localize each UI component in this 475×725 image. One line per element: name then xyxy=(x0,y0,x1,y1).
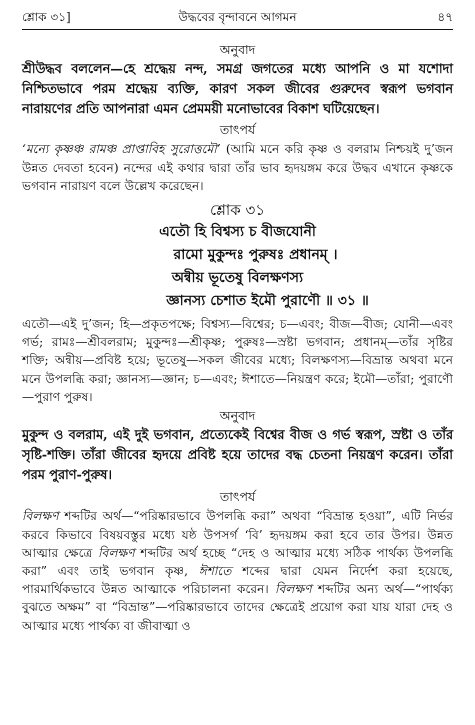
verse-line: রামো মুকুন্দঃ পুরুষঃ প্রধানম্ । xyxy=(173,247,338,263)
purport-paragraph xyxy=(22,140,453,195)
translation-heading: অনুবাদ xyxy=(219,408,256,424)
verse-block xyxy=(22,221,453,313)
term-italic: বিলক্ষণ xyxy=(98,545,135,560)
synonyms-text: এতৌ—এই দু’জন; হি—প্রকৃতপক্ষে; বিশ্বস্য—বিশ্বের; চ—এবং; বীজ—বীজ; যোনী—এবং গর্ভ; রামঃ—শ্রীবলরাম; মুকুন্দঃ—শ্রীকৃষ্ণ; পুরুষঃ—স্রষ্টা ভগবান; প্রধানম্—তাঁর সৃষ্টির শক্তি; অন্বীয়—প্রবিষ্ট হয়ে; ভূতেষু—সকল জীবের মধ্যে; বিলক্ষণস্য—বিভ্রান্ত অথবা মনে মনে উপলব্ধি করা; জ্ঞানস্য—জ্ঞান; চ—এবং; ঈশাতে—নিয়ন্ত্রণ করে; ইমৌ—তাঁরা; পুরাণৌ—পুরাণ পুরুষ। xyxy=(22,317,453,404)
purport-heading: তাৎপর্য xyxy=(219,489,256,505)
translation-text: মুকুন্দ ও বলরাম, এই দুই ভগবান, প্রত্যেকেই বিশ্বের বীজ ও গর্ভ স্বরূপ, স্রষ্টা ও তাঁর সৃষ্টি-শক্তি। তাঁরা জীবের হৃদয়ে প্রবিষ্ট হয়ে তাদের বদ্ধ চেতনা নিয়ন্ত্রণ করেন। তাঁরা পরম পুরাণ-পুরুষ। xyxy=(22,428,453,483)
translation-heading: অনুবাদ xyxy=(219,42,256,57)
term-italic: বিলক্ষণ xyxy=(275,582,312,597)
purport-text: শব্দের দ্বারা যেমন নির্দেশ করা হয়েছে, পারমার্থিকভাবে উন্নত আত্মাকে পরিচালনা করেন। xyxy=(22,564,453,597)
header-page-number: ৪৭ xyxy=(437,10,453,24)
header-verse-ref: শ্লোক ৩১] xyxy=(22,10,71,24)
translation-text: শ্রীউদ্ধব বললেন—হে শ্রদ্ধেয় নন্দ, সমগ্র জগতের মধ্যে আপনি ও মা যশোদা নিশ্চিতভাবে পরম শ্রদ্ধেয় ব্যক্তি, কারণ সকল জীবের গুরুদেব স্বরূপ ভগবান নারায়ণের প্রতি আপনারা এমন প্রেমময়ী মনোভাবের বিকাশ ঘটিয়েছেন। xyxy=(22,62,453,117)
purport-text: শব্দটির অর্থ হচ্ছে “দেহ ও আত্মার মধ্যে সঠিক পার্থক্য উপলব্ধি করা” এবং তাই ভগবান কৃষ্ণ, xyxy=(22,545,453,579)
purport-text: (আমি মনে করি কৃষ্ণ ও বলরাম নিশ্চয়ই দু’জন উন্নত দেবতা হবেন) নন্দের এই কথার দ্বারা তাঁর ভাব হৃদয়ঙ্গম করে উদ্ধব এখানে কৃষ্ণকে ভগবান নারায়ণ বলে উল্লেখ করেছেন। xyxy=(22,142,453,193)
purport-paragraph xyxy=(22,507,453,634)
page-body xyxy=(22,40,453,635)
running-header xyxy=(22,9,453,27)
header-chapter-title: উদ্ধবের বৃন্দাবনে আগমন xyxy=(178,10,297,24)
term-italic: বিলক্ষণ xyxy=(22,509,59,524)
purport-text: শব্দটির অন্য অর্থ—“পার্থক্য বুঝতে অক্ষম” বা “বিভ্রান্ত”—পরিষ্কারভাবে তাদের ক্ষেত্রেই প্রয়োগ করা যায় যারা দেহ ও আত্মার মধ্যে পার্থক্য বা জীবাত্মা ও xyxy=(22,582,453,633)
verse-line: জ্ঞানস্য চেশাত ইমৌ পুরাণৌ ॥ ৩১ ॥ xyxy=(166,293,369,309)
header-rule xyxy=(22,29,453,30)
verse-title: শ্লোক ৩১ xyxy=(210,201,265,219)
purport-text: শব্দটির অর্থ—“পরিষ্কারভাবে উপলব্ধি করা” অথবা “বিভ্রান্ত হওয়া”, এটি নির্ভর করবে কিভাবে বিষয়বস্তুর মধ্যে যষ্ঠ উপসর্গ ‘বি’ হৃদয়ঙ্গম করা হবে তার উপর। উন্নত আত্মার ক্ষেত্রে xyxy=(22,509,453,560)
purport-heading: তাৎপর্য xyxy=(219,122,256,138)
sanskrit-quote: ‘মন্যে কৃষ্ণঞ্চ রামঞ্চ প্রাপ্তাবিহ সুরোত্তমৌ’ xyxy=(22,142,221,157)
verse-line: এতৌ হি বিশ্বস্য চ বীজযোনী xyxy=(159,224,316,240)
verse-line: অন্বীয় ভূতেষু বিলক্ষণস্য xyxy=(171,270,304,286)
term-italic: ঈশাতে xyxy=(198,564,232,579)
